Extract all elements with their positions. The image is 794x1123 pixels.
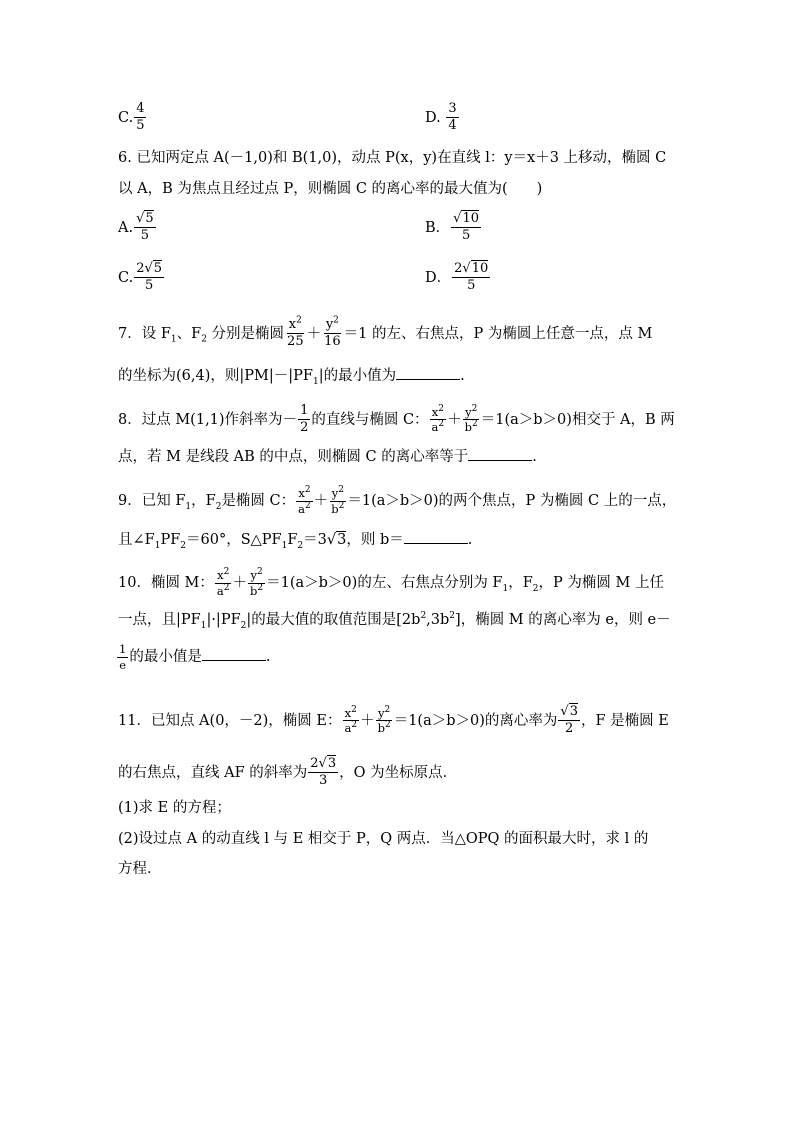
subscript: 1 — [170, 334, 177, 345]
numerator: 2√5 — [134, 262, 164, 278]
fraction — [298, 404, 310, 436]
subscript: 1 — [185, 502, 192, 513]
exponent: 2 — [333, 315, 339, 326]
subscript: 1 — [200, 620, 207, 631]
radicand: 5 — [153, 261, 163, 276]
denominator — [376, 721, 393, 735]
subscript: 2 — [180, 540, 187, 551]
text: ，O 为坐标原点． — [339, 764, 458, 781]
text: 的最小值是 — [129, 649, 202, 666]
subscript: 2 — [215, 502, 222, 513]
q6-line-1: 6. 已知两定点 A(－1,0)和 B(1,0)，动点 P(x，y)在直线 l：y＝x＋3 上移动，椭圆 C — [118, 150, 667, 166]
text: 的直线与椭圆 C： — [311, 411, 429, 428]
text: ＝1(a＞b＞0)的两个焦点，P 为椭圆 C 上的一点， — [347, 493, 677, 510]
fraction — [463, 403, 480, 435]
denominator — [248, 584, 265, 598]
radicand: 10 — [462, 211, 479, 226]
variable: b — [250, 583, 258, 598]
numerator — [330, 487, 346, 502]
subscript: 2 — [532, 584, 539, 595]
q8-line-2 — [118, 448, 537, 465]
option-label: A. — [118, 219, 134, 236]
text: ，则 b＝ — [346, 532, 404, 548]
q6-option-c — [118, 262, 165, 294]
text: 是椭圆 C： — [221, 493, 296, 510]
denominator: 16 — [324, 334, 341, 350]
variable: x — [298, 486, 305, 500]
fraction — [134, 212, 156, 244]
text: ，F 是椭圆 E — [580, 712, 669, 729]
variable: y — [325, 317, 334, 332]
subscript: 2 — [240, 620, 247, 631]
q6-option-d — [425, 262, 491, 294]
text: 10．椭圆 M： — [118, 575, 214, 592]
text: . — [532, 449, 537, 465]
text: 7．设 F — [118, 325, 171, 342]
numerator — [324, 315, 341, 334]
fraction — [446, 102, 458, 134]
exponent: 2 — [351, 720, 358, 731]
exponent: 2 — [304, 485, 311, 496]
variable: y — [250, 568, 257, 582]
fraction — [322, 315, 343, 350]
text: . — [460, 368, 465, 384]
text: 9．已知 F — [118, 493, 186, 510]
fraction — [248, 569, 265, 597]
text: |的最小值为 — [318, 368, 397, 384]
radicand: 5 — [145, 211, 154, 226]
numerator — [287, 315, 304, 334]
text: |·|PF — [206, 612, 241, 628]
text: ，F — [508, 575, 533, 592]
radicand: 3 — [569, 704, 578, 719]
denominator: 5 — [136, 118, 145, 134]
numerator — [430, 403, 446, 421]
text: 的右焦点，直线 AF 的斜率为 — [118, 764, 308, 781]
plus-sign: ＋ — [232, 575, 248, 592]
q6-option-b — [425, 212, 482, 244]
fraction — [134, 262, 164, 294]
variable: y — [331, 486, 339, 500]
option-label: C. — [118, 109, 134, 126]
variable: b — [464, 420, 473, 435]
text: ＝1(a＞b＞0)相交于 A，B 两 — [480, 411, 675, 428]
option-label: D． — [425, 269, 452, 286]
variable: a — [216, 583, 224, 598]
variable: a — [298, 501, 306, 516]
subscript: 1 — [281, 540, 288, 551]
numerator: √10 — [451, 212, 481, 228]
text: . — [467, 532, 473, 548]
plus-sign: ＋ — [313, 493, 329, 510]
exponent: 2 — [449, 611, 456, 622]
exponent: 2 — [257, 582, 264, 593]
q5-option-c — [118, 102, 147, 134]
q11-part-1: (1)求 E 的方程； — [118, 800, 231, 816]
numerator: 2√3 — [308, 757, 338, 773]
text: ，P 为椭圆 M 上任 — [538, 575, 664, 592]
plus-sign: ＋ — [447, 411, 462, 428]
numerator: 3 — [446, 102, 458, 118]
variable: x — [217, 568, 224, 582]
exponent: 2 — [338, 485, 344, 496]
numerator: 2√10 — [452, 262, 490, 278]
exponent: 2 — [338, 500, 345, 511]
exponent: 2 — [256, 567, 263, 578]
q10-line-2 — [118, 611, 671, 631]
text: 且∠F — [118, 532, 155, 548]
text: 11．已知点 A(0，－2)，椭圆 E： — [118, 712, 342, 729]
denominator: 5 — [461, 228, 471, 244]
exponent: 2 — [472, 419, 478, 430]
subscript: 1 — [312, 376, 319, 387]
answer-blank[interactable] — [396, 367, 460, 380]
denominator — [215, 584, 232, 598]
fraction — [430, 403, 447, 435]
fraction — [117, 643, 128, 671]
q11-part-2-line-2: 方程． — [118, 861, 162, 877]
fraction — [285, 315, 306, 350]
text: PF — [160, 532, 181, 548]
plus-sign: ＋ — [360, 712, 375, 729]
q9-line-1 — [118, 487, 676, 515]
denominator: 5 — [467, 278, 476, 294]
q5-option-d — [425, 102, 460, 134]
fraction — [558, 705, 580, 737]
radicand: 10 — [471, 261, 489, 276]
option-label: B． — [425, 219, 451, 236]
numerator — [376, 704, 392, 722]
coefficient: 2 — [136, 261, 145, 276]
radicand: 3 — [327, 756, 337, 771]
denominator — [343, 721, 360, 735]
text: 一点，且|PF — [118, 612, 201, 628]
denominator: e — [119, 657, 127, 672]
text: F — [287, 532, 298, 548]
exponent: 2 — [384, 704, 391, 715]
exponent: 2 — [351, 704, 357, 715]
text: ＝1 的左、右焦点，P 为椭圆上任意一点，点 M — [343, 325, 653, 342]
exponent: 2 — [384, 720, 391, 731]
exponent: 2 — [296, 315, 302, 326]
text: 8．过点 M(1,1)作斜率为－ — [118, 411, 298, 428]
q10-line-3 — [116, 643, 270, 671]
text: ＝1(a＞b＞0)的左、右焦点分别为 F — [266, 575, 503, 592]
subscript: 1 — [154, 540, 161, 551]
exponent: 2 — [420, 611, 427, 622]
subscript: 1 — [502, 584, 509, 595]
fraction — [308, 757, 338, 789]
fraction — [451, 212, 481, 244]
variable: a — [344, 721, 352, 736]
variable: b — [377, 721, 385, 736]
coefficient: 2 — [454, 261, 463, 276]
fraction — [329, 487, 346, 515]
numerator: 4 — [134, 102, 146, 118]
subscript: 2 — [297, 540, 304, 551]
denominator: 5 — [140, 228, 150, 244]
variable: x — [288, 317, 297, 332]
coefficient: 2 — [310, 756, 319, 771]
q11-line-1 — [118, 705, 669, 737]
denominator: 25 — [287, 334, 304, 350]
numerator — [215, 569, 231, 584]
numerator — [296, 487, 312, 502]
answer-blank[interactable] — [468, 448, 532, 461]
fraction — [376, 704, 393, 736]
answer-blank[interactable] — [202, 648, 266, 661]
exponent: 2 — [223, 567, 230, 578]
text: ＝3 — [303, 532, 327, 548]
q7-line-1 — [118, 315, 653, 350]
variable: y — [465, 404, 472, 419]
text: 点，若 M 是线段 AB 的中点，则椭圆 C 的离心率等于 — [118, 449, 469, 465]
q11-part-2-line-1: (2)设过点 A 的动直线 l 与 E 相交于 P，Q 两点．当△OPQ 的面积最大时，求 l 的 — [118, 831, 649, 847]
text: ,3b — [426, 612, 450, 628]
text: ]，椭圆 M 的离心率为 e，则 e－ — [455, 612, 671, 628]
denominator — [329, 502, 346, 516]
exponent: 2 — [305, 500, 311, 511]
text: . — [265, 649, 271, 666]
variable: y — [378, 705, 385, 720]
denominator: 2 — [300, 420, 309, 436]
denominator: 5 — [144, 278, 154, 294]
exponent: 2 — [223, 582, 230, 593]
exponent: 2 — [438, 403, 444, 414]
radicand: 3 — [337, 532, 347, 548]
numerator: 1 — [298, 404, 310, 420]
denominator: 4 — [448, 118, 457, 134]
denominator: 3 — [319, 773, 328, 789]
fraction — [296, 487, 313, 515]
numerator — [463, 403, 479, 421]
variable: a — [431, 420, 439, 435]
subscript: 2 — [201, 334, 207, 345]
text: ＝60°，S△PF — [186, 532, 282, 548]
text: 的坐标为(6,4)，则|PM|－|PF — [118, 368, 313, 384]
denominator — [296, 502, 313, 516]
fraction — [134, 102, 146, 134]
fraction — [215, 569, 232, 597]
q10-line-1 — [118, 569, 664, 597]
numerator: 1 — [119, 642, 127, 656]
exponent: 2 — [438, 419, 445, 430]
text: |的最大值的取值范围是[2b — [246, 612, 421, 628]
option-label: C. — [118, 269, 134, 286]
q9-line-2: 且$\angle F_1PF_2=60^\circ$，$S\triangle PF_1F_2=3√3$，则 b＝ . — [118, 532, 473, 551]
text: ＝1(a＞b＞0)的离心率为 — [393, 712, 558, 729]
option-label: D. — [425, 109, 441, 126]
variable: b — [331, 501, 339, 516]
text: ，F — [191, 493, 216, 510]
variable: x — [431, 404, 439, 419]
numerator: √5 — [134, 212, 156, 228]
q6-line-2: 以 A，B 为焦点且经过点 P，则椭圆 C 的离心率的最大值为( ) — [118, 181, 543, 197]
numerator — [343, 704, 359, 722]
text: 、F — [176, 325, 202, 342]
exponent: 2 — [471, 403, 478, 414]
denominator — [430, 420, 447, 434]
numerator: √3 — [558, 705, 580, 721]
q11-line-2 — [118, 757, 457, 789]
q8-line-1 — [118, 404, 675, 436]
plus-sign: ＋ — [306, 325, 322, 342]
q6-option-a — [118, 212, 157, 244]
q7-line-2 — [118, 367, 465, 387]
answer-blank[interactable] — [404, 531, 468, 544]
numerator — [248, 569, 264, 584]
denominator: 2 — [565, 721, 574, 737]
fraction — [452, 262, 490, 294]
fraction — [343, 704, 360, 736]
variable: x — [344, 705, 352, 720]
text: 分别是椭圆 — [206, 325, 285, 342]
denominator — [463, 420, 480, 434]
